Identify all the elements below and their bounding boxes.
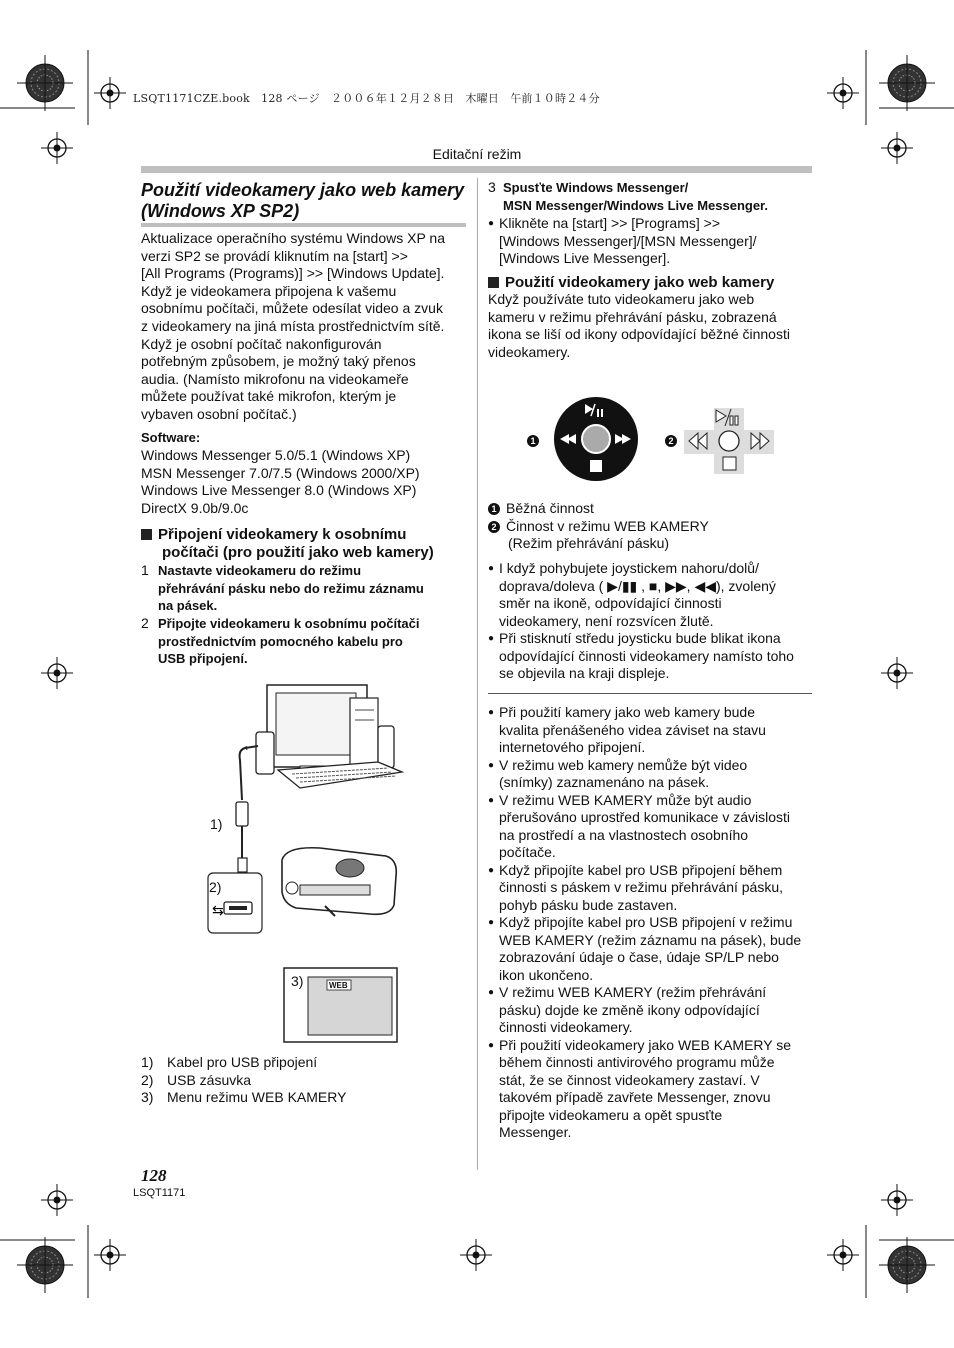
note-item: ● Když připojíte kabel pro USB připojení během činnosti s páskem v režimu přehrávání pásku, pohyb pásku bude zastaven. — [488, 862, 818, 915]
note-item: ● I když pohybujete joystickem nahoru/dolů/ doprava/doleva ( ▶/▮▮ , ■, ▶▶, ◀◀), zvolený směr na ikoně, odpovídající činnosti videokamery, není rozsvícen žlutě. — [488, 560, 818, 630]
legend-item: 3) Menu režimu WEB KAMERY — [141, 1089, 347, 1106]
step-3: 3 Spusťte Windows Messenger/ MSN Messenger/Windows Live Messenger. — [488, 179, 769, 213]
section-title: Použití videokamery jako web kamery (Windows XP SP2) — [141, 180, 465, 221]
print-header: LSQT1171CZE.book 128 ページ ２００６年１２月２８日 木曜日 午前１０時２４分 — [133, 92, 600, 105]
lcd-web-badge: WEB — [329, 981, 348, 990]
callout-lcd: 3) — [291, 973, 304, 989]
figure-badge-2: 2 — [665, 432, 683, 450]
model-code: LSQT1171 — [133, 1187, 186, 1199]
software-list — [141, 447, 471, 517]
note-item: ● Při použití kamery jako web kamery bude kvalita přenášeného videa záviset na stavu internetového připojení. — [488, 704, 818, 757]
icon-legend-item: 1 Běžná činnost — [488, 500, 818, 518]
intro-paragraph: Aktualizace operačního systému Windows XP na verzi SP2 se provádí kliknutím na [start] >> [All Programs (Programs)] >> [Windows Update]. Když je videokamera připojena k vašemu osobnímu počítači, můžete odesílat video a zvuk z videokamery na jiná místa prostřednictvím sítě. Když je osobní počítač nakonfigurován potřebným způsobem, je možný taký přenos audia. (Namísto mikrofonu na videokameře můžete používat také mikrofon, kterým je vybaven osobní počítač.) — [141, 230, 446, 422]
callout-usb: 2) — [209, 879, 222, 895]
webcam-paragraph: Když používáte tuto videokameru jako web kameru v režimu přehrávání pásku, zobrazená ikona se liší od ikony odpovídající běžné činnosti videokamery. — [488, 291, 790, 360]
software-item: Windows Messenger 5.0/5.1 (Windows XP) — [141, 447, 411, 463]
note-item: ● V režimu WEB KAMERY (režim přehrávání pásku) dojde ke změně ikony odpovídající činnosti videokamery. — [488, 984, 818, 1037]
section-square-icon — [488, 277, 499, 288]
legend-item: 2) USB zásuvka — [141, 1071, 252, 1088]
note-item: ● V režimu WEB KAMERY může být audio přerušováno uprostřed komunikace v závislosti na prostředí a na vlastnostech osobního počítače. — [488, 792, 818, 862]
callout-cable: 1) — [210, 816, 223, 832]
connection-illustration — [200, 680, 410, 1050]
icon-legend: 1 Běžná činnost 2 Činnost v režimu WEB KAMERY (Režim přehrávání pásku) — [488, 500, 818, 553]
svg-text:⇆: ⇆ — [212, 903, 224, 919]
subheading-connect: Připojení videokamery k osobnímu počítači (pro použití jako web kamery) — [141, 526, 476, 562]
step3-bullet: ● Klikněte na [start] >> [Programs] >> [Windows Messenger]/[MSN Messenger]/ [Windows Live Messenger]. — [488, 215, 819, 268]
note-item: ● Když připojíte kabel pro USB připojení v režimu WEB KAMERY (režim záznamu na pásek), bude zobrazování údaje o čase, údaje SP/LP nebo ikon ukončeno. — [488, 914, 818, 984]
title-rule — [141, 223, 466, 227]
joystick-webcam-icon — [684, 406, 776, 476]
legend-item: 1) Kabel pro USB připojení — [141, 1054, 318, 1070]
icon-legend-item: 2 Činnost v režimu WEB KAMERY — [488, 518, 818, 536]
figure-legend — [141, 1054, 471, 1107]
software-item: DirectX 9.0b/9.0c — [141, 499, 249, 516]
note-item: ● Při stisknutí středu joysticku bude blikat ikona odpovídající činnosti videokamery namísto toho se objevila na kraji displeje. — [488, 630, 818, 683]
section-square-icon — [141, 529, 152, 540]
notes-divider — [488, 693, 812, 694]
joystick-normal-icon — [551, 396, 641, 482]
software-item: Windows Live Messenger 8.0 (Windows XP) — [141, 482, 417, 499]
column-divider — [477, 178, 478, 1170]
subheading-webcam: Použití videokamery jako web kamery — [488, 274, 818, 292]
step-2: 2 Připojte videokameru k osobnímu počítači prostřednictvím pomocného kabelu pro USB připojení. — [141, 615, 420, 666]
figure-badge-1: 1 — [527, 432, 545, 450]
notes-joystick — [488, 560, 818, 683]
top-rule — [141, 166, 812, 173]
notes-general — [488, 704, 818, 1142]
software-label: Software: — [141, 430, 201, 445]
note-item: ● Při použití videokamery jako WEB KAMERY se během činnosti antivirového programu může stát, že se činnost videokamery zastaví. V takovém případě zavřete Messenger, znovu připojte videokameru a opět spusťte Messenger. — [488, 1037, 818, 1142]
step-1: 1 Nastavte videokameru do režimu přehrávání pásku nebo do režimu záznamu na pásek. — [141, 562, 424, 613]
section-label: Editační režim — [432, 146, 522, 162]
note-item: ● V režimu web kamery nemůže být video (snímky) zaznamenáno na pásek. — [488, 757, 818, 792]
software-item: MSN Messenger 7.0/7.5 (Windows 2000/XP) — [141, 464, 420, 481]
page-number: 128 — [141, 1166, 167, 1185]
